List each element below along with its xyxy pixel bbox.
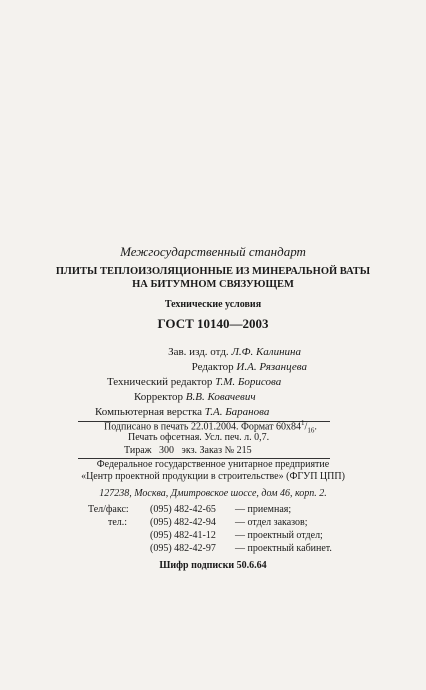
format-sup: 1 (301, 419, 305, 427)
gost-number: ГОСТ 10140—2003 (157, 316, 269, 331)
staff-name: Л.Ф. Калинина (231, 346, 301, 358)
staff-row (107, 376, 281, 388)
staff-row (168, 346, 301, 358)
staff-row (134, 391, 256, 403)
signed-text: Подписано в печать 22.01.2004. Формат 60x84 (104, 421, 302, 433)
staff-role: Компьютерная верстка (95, 406, 203, 418)
phone-label: Тел/факс: (88, 504, 129, 515)
phone-number: (095) 482-42-94 (150, 517, 216, 528)
phone-dept: — отдел заказов; (235, 517, 308, 528)
run-info: Тираж 300 экз. Заказ № 215 (124, 445, 252, 456)
phone-dept: — проектный отдел; (235, 530, 323, 541)
offset-info: Печать офсетная. Усл. печ. л. 0,7. (128, 432, 270, 443)
staff-role: Зав. изд. отд. (168, 346, 229, 358)
phone-dept: — приемная; (235, 504, 292, 515)
publisher-address: 127238, Москва, Дмитровское шоссе, дом 46, корп. 2. (99, 488, 327, 499)
phone-number: (095) 482-42-97 (150, 543, 216, 554)
phone-number: (095) 482-42-65 (150, 504, 216, 515)
phone-dept: — проектный кабинет. (235, 543, 332, 554)
format-sub: 16 (307, 426, 315, 435)
phone-number: (095) 482-41-12 (150, 530, 216, 541)
staff-name: Т.А. Баранова (204, 406, 270, 418)
subtitle: Технические условия (164, 299, 262, 310)
staff-role: Корректор (134, 391, 184, 403)
staff-role: Технический редактор (107, 376, 213, 388)
publisher-line-1: Федеральное государственное унитарное предприятие (96, 459, 330, 470)
staff-row (192, 361, 307, 373)
title-line-1: ПЛИТЫ ТЕПЛОИЗОЛЯЦИОННЫЕ ИЗ МИНЕРАЛЬНОЙ ВАТЫ (55, 266, 371, 277)
staff-name: И.А. Рязанцева (236, 361, 307, 373)
publisher-line-2: «Центр проектной продукции в строительстве» (ФГУП ЦПП) (81, 471, 345, 482)
staff-name: В.В. Ковачевич (185, 391, 256, 403)
signed-info: Подписано в печать 22.01.2004. Формат $60x84^1/_{16}$. (104, 419, 317, 435)
staff-name: Т.М. Борисова (215, 376, 282, 388)
standard-type: Межгосударственный стандарт (120, 244, 306, 259)
title-line-2: НА БИТУМНОМ СВЯЗУЮЩЕМ (132, 279, 294, 290)
phone-label: тел.: (108, 517, 128, 528)
staff-role: Редактор (191, 361, 234, 373)
format-end: . (314, 421, 317, 433)
subscription-cipher: Шифр подписки 50.6.64 (159, 560, 267, 571)
staff-row (95, 406, 269, 418)
